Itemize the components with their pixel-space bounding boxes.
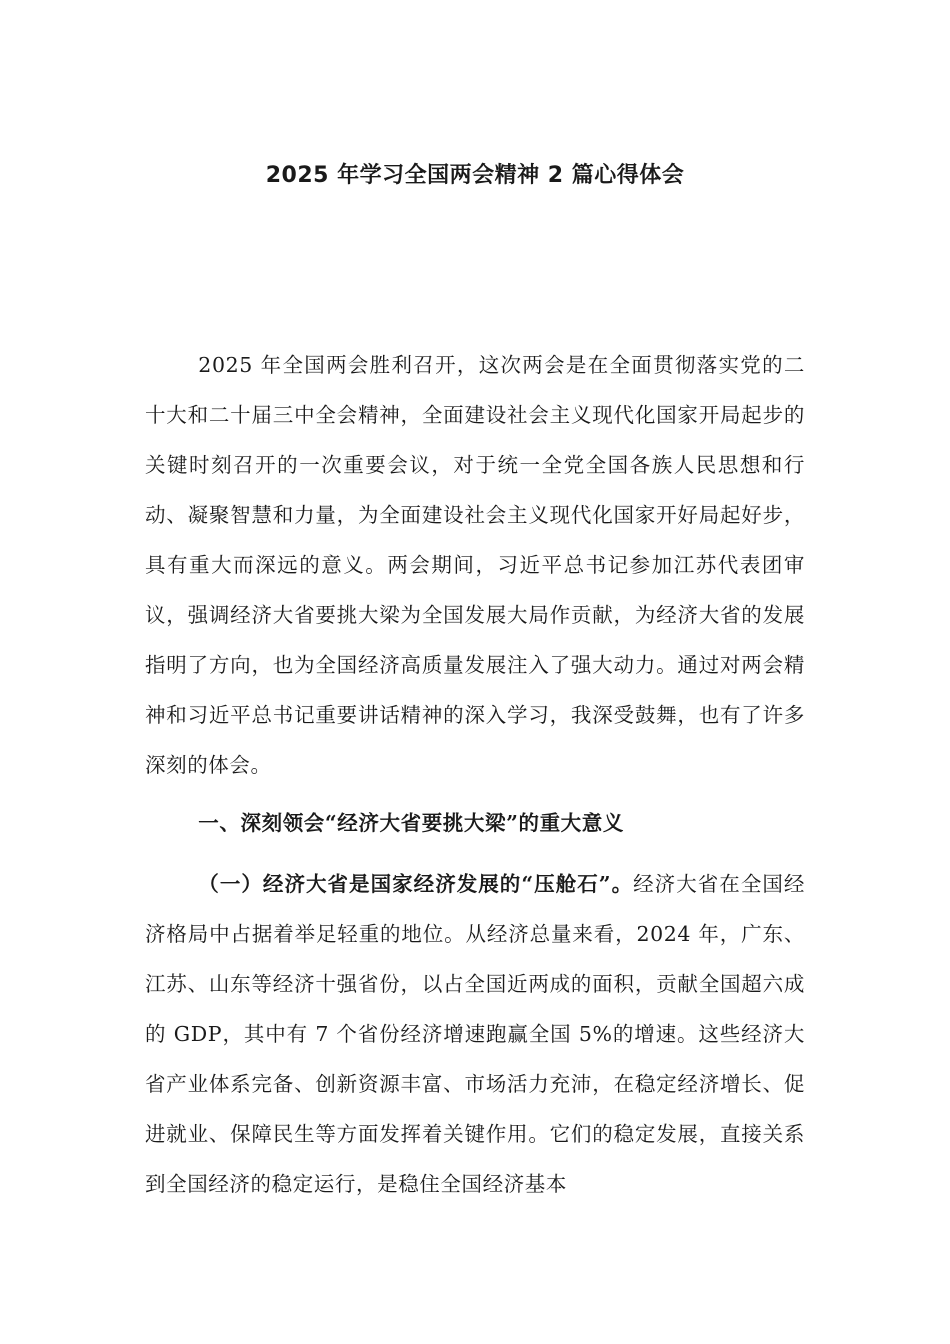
subsection-text: 经济大省在全国经济格局中占据着举足轻重的地位。从经济总量来看，2024 年，广东、江苏、山东等经济十强省份，以占全国近两成的面积，贡献全国超六成的 GDP，其中有 7 个省份经济增速跑赢全国 5%的增速。这些经济大省产业体系完备、创新资源丰富、市场活力充沛，在稳定经济增长、促进就业、保障民生等方面发挥着关键作用。它们的稳定发展，直接关系到全国经济的稳定运行，是稳住全国经济基本 [145, 872, 805, 1196]
section-heading: 一、深刻领会“经济大省要挑大梁”的重大意义 [198, 811, 624, 835]
document-title: 2025 年学习全国两会精神 2 篇心得体会 [265, 163, 685, 188]
subsection-lead: （一）经济大省是国家经济发展的“压舱石”。 [198, 872, 634, 896]
subsection-paragraph [145, 859, 805, 1209]
document-body [145, 340, 805, 1209]
intro-paragraph: 2025 年全国两会胜利召开，这次两会是在全面贯彻落实党的二十大和二十届三中全会精神，全面建设社会主义现代化国家开局起步的关键时刻召开的一次重要会议，对于统一全党全国各族人民思想和行动、凝聚智慧和力量，为全面建设社会主义现代化国家开好局起好步，具有重大而深远的意义。两会期间，习近平总书记参加江苏代表团审议，强调经济大省要挑大梁为全国发展大局作贡献，为经济大省的发展指明了方向，也为全国经济高质量发展注入了强大动力。通过对两会精神和习近平总书记重要讲话精神的深入学习，我深受鼓舞，也有了许多深刻的体会。 [145, 353, 805, 777]
